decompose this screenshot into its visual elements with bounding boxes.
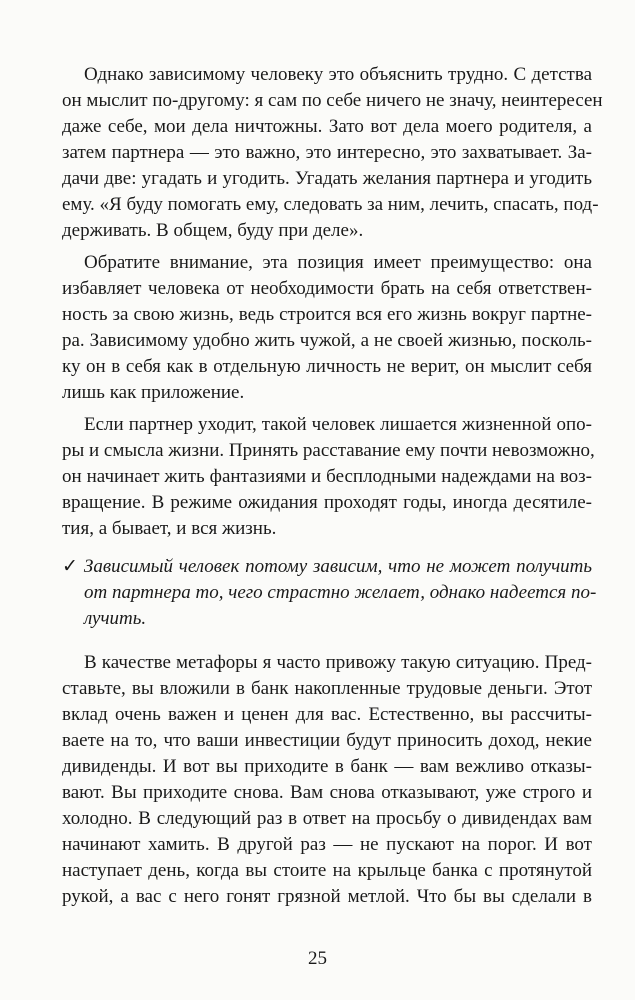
text-line: Если партнер уходит, такой человек лишается жизненной опо- (84, 414, 592, 435)
note-text: Зависимый человек потому зависим, что не может получить (83, 556, 592, 577)
text-line: ность за свою жизнь, ведь строится вся его жизнь вокруг партне- (62, 304, 592, 325)
text-line: лишь как приложение. (62, 382, 245, 403)
text-line: ставьте, вы вложили в банк накопленные трудовые деньги. Этот (62, 678, 592, 699)
highlighted-note (62, 554, 597, 632)
text-line: начинают хамить. В другой раз — не пускают на порог. И вот (62, 834, 592, 855)
text-line: держивать. В общем, буду при деле». (62, 220, 364, 241)
text-line: ему. «Я буду помогать ему, следовать за ним, лечить, спасать, под- (62, 194, 599, 215)
paragraph-3 (62, 412, 595, 542)
text-line: дивиденды. И вот вы приходите в банк — вам вежливо отказы- (62, 756, 592, 777)
paragraph-2 (62, 250, 592, 406)
text-line: тия, а бывает, и вся жизнь. (62, 518, 277, 539)
text-line: затем партнера — это важно, это интересно, это захватывает. За- (62, 142, 592, 163)
text-line: наступает день, когда вы стоите на крыльце банка с протянутой (62, 860, 592, 881)
text-line: избавляет человека от необходимости брать на себя ответствен- (62, 278, 592, 299)
text-line: ра. Зависимому удобно жить чужой, а не своей жизнью, посколь- (62, 330, 592, 351)
note-line: лучить. (84, 608, 147, 629)
text-line: дачи две: угадать и угодить. Угадать желания партнера и угодить (62, 168, 592, 189)
text-line: он мыслит по-другому: я сам по себе ничего не значу, неинтересен (62, 90, 603, 111)
text-line: он начинает жить фантазиями и бесплодными надеждами на воз- (62, 466, 592, 487)
note-line: от партнера то, чего страстно желает, однако надеется по- (84, 582, 597, 603)
text-line: Обратите внимание, эта позиция имеет преимущество: она (84, 252, 592, 273)
text-line: холодно. В следующий раз в ответ на просьбу о дивидендах вам (62, 808, 592, 829)
note-line (62, 554, 592, 580)
checkmark-icon: ✓ (62, 556, 78, 577)
text-line: В качестве метафоры я часто привожу такую ситуацию. Пред- (84, 652, 592, 673)
page-content (62, 62, 603, 916)
text-line: вращение. В режиме ожидания проходят годы, иногда десятиле- (62, 492, 592, 513)
text-line: вают. Вы приходите снова. Вам снова отказывают, уже строго и (62, 782, 592, 803)
paragraph-4 (62, 650, 592, 910)
text-line: даже себе, мои дела ничтожны. Зато вот дела моего родителя, а (62, 116, 592, 137)
text-line: рукой, а вас с него гонят грязной метлой. Что бы вы сделали в (62, 886, 592, 907)
text-line: Однако зависимому человеку это объяснить трудно. С детства (84, 64, 592, 85)
paragraph-1 (62, 62, 603, 244)
page-number: 25 (308, 948, 327, 969)
text-line: ры и смысла жизни. Принять расставание ему почти невозможно, (62, 440, 595, 461)
text-line: ку он в себя как в отдельную личность не верит, он мыслит себя (62, 356, 592, 377)
text-line: ваете на то, что ваши инвестиции будут приносить доход, некие (62, 730, 592, 751)
text-line: вклад очень важен и ценен для вас. Естественно, вы рассчиты- (62, 704, 592, 725)
